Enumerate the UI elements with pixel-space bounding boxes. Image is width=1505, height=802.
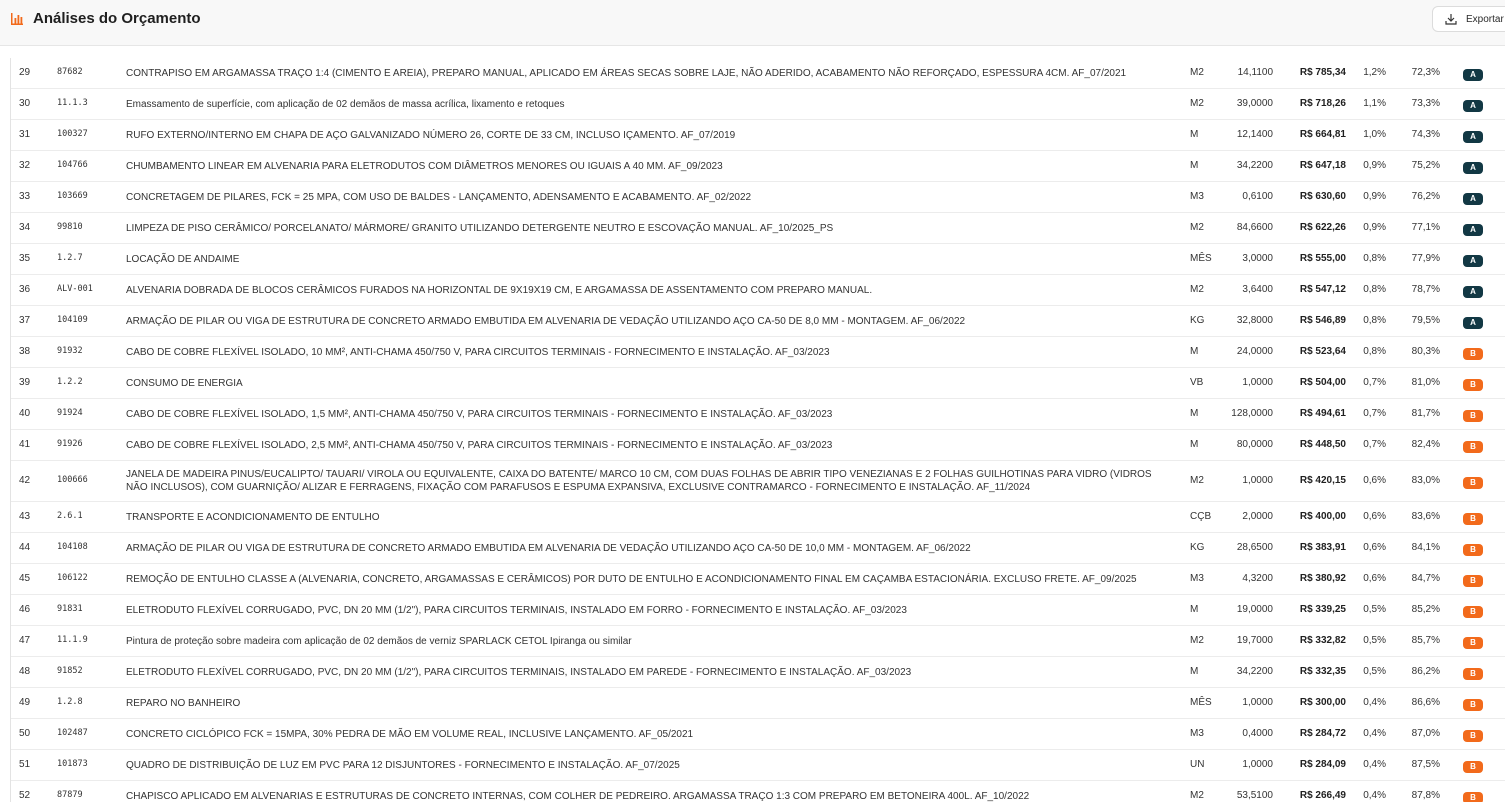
table-row — [11, 461, 1505, 502]
item-total: R$ 718,26 — [1299, 98, 1346, 109]
item-quantity: 128,0000 — [1231, 408, 1273, 419]
page-header — [0, 0, 1505, 46]
item-cumulative-percent: 81,7% — [1411, 408, 1440, 419]
item-percent: 0,7% — [1363, 408, 1386, 419]
item-quantity: 0,6100 — [1242, 191, 1273, 202]
item-description: LOCAÇÃO DE ANDAIME — [126, 254, 240, 265]
row-number: 44 — [19, 542, 31, 553]
table-row — [11, 213, 1505, 244]
item-unit: M2 — [1190, 475, 1204, 486]
item-cumulative-percent: 83,0% — [1411, 475, 1440, 486]
item-code: 87682 — [57, 67, 83, 77]
item-quantity: 2,0000 — [1242, 511, 1273, 522]
item-unit: M2 — [1190, 98, 1204, 109]
item-total: R$ 284,72 — [1299, 728, 1346, 739]
item-quantity: 39,0000 — [1236, 98, 1273, 109]
row-number: 41 — [19, 439, 31, 450]
item-unit: M — [1190, 160, 1199, 171]
item-unit: M3 — [1190, 191, 1204, 202]
item-percent: 0,9% — [1363, 222, 1386, 233]
item-cumulative-percent: 74,3% — [1411, 129, 1440, 140]
item-percent: 0,6% — [1363, 573, 1386, 584]
item-description: CABO DE COBRE FLEXÍVEL ISOLADO, 1,5 MM², ANTI-CHAMA 450/750 V, PARA CIRCUITOS TERMINAIS - FORNECIMENTO E INSTALAÇÃO. AF_03/2023 — [126, 409, 833, 420]
item-percent: 0,7% — [1363, 377, 1386, 388]
item-percent: 0,4% — [1363, 790, 1386, 801]
row-number: 45 — [19, 573, 31, 584]
item-total: R$ 555,00 — [1299, 253, 1346, 264]
item-code: 106122 — [57, 573, 88, 583]
item-total: R$ 547,12 — [1299, 284, 1346, 295]
table-row — [11, 533, 1505, 564]
table-row — [11, 306, 1505, 337]
table-row — [11, 399, 1505, 430]
item-description: TRANSPORTE E ACONDICIONAMENTO DE ENTULHO — [126, 512, 380, 523]
item-code: 91932 — [57, 346, 83, 356]
item-quantity: 32,8000 — [1236, 315, 1273, 326]
item-percent: 0,8% — [1363, 253, 1386, 264]
item-quantity: 28,6500 — [1236, 542, 1273, 553]
item-description: CONCRETAGEM DE PILARES, FCK = 25 MPA, COM USO DE BALDES - LANÇAMENTO, ADENSAMENTO E ACABAMENTO. AF_02/2022 — [126, 192, 752, 203]
item-percent: 0,5% — [1363, 604, 1386, 615]
item-percent: 1,0% — [1363, 129, 1386, 140]
abc-class-badge: B — [1463, 575, 1483, 587]
row-number: 38 — [19, 346, 31, 357]
item-unit: M2 — [1190, 635, 1204, 646]
item-quantity: 84,6600 — [1236, 222, 1273, 233]
item-total: R$ 339,25 — [1299, 604, 1346, 615]
item-total: R$ 284,09 — [1299, 759, 1346, 770]
abc-class-badge: B — [1463, 606, 1483, 618]
item-code: 87879 — [57, 790, 83, 800]
row-number: 47 — [19, 635, 31, 646]
abc-class-badge: A — [1463, 69, 1483, 81]
item-percent: 0,6% — [1363, 542, 1386, 553]
page-title: Análises do Orçamento — [33, 10, 201, 27]
item-unit: M2 — [1190, 67, 1204, 78]
item-percent: 0,6% — [1363, 475, 1386, 486]
item-code: 11.1.9 — [57, 635, 88, 645]
table-row — [11, 595, 1505, 626]
row-number: 36 — [19, 284, 31, 295]
bar-chart-icon — [10, 12, 24, 26]
item-total: R$ 523,64 — [1299, 346, 1346, 357]
item-percent: 0,5% — [1363, 635, 1386, 646]
item-unit: MÊS — [1190, 253, 1212, 264]
item-code: 104108 — [57, 542, 88, 552]
item-quantity: 24,0000 — [1236, 346, 1273, 357]
table-row — [11, 430, 1505, 461]
abc-class-badge: B — [1463, 410, 1483, 422]
item-quantity: 80,0000 — [1236, 439, 1273, 450]
item-unit: VB — [1190, 377, 1204, 388]
item-cumulative-percent: 77,9% — [1411, 253, 1440, 264]
download-icon — [1445, 13, 1457, 25]
item-code: 1.2.7 — [57, 253, 83, 263]
item-unit: M2 — [1190, 222, 1204, 233]
item-code: 100327 — [57, 129, 88, 139]
item-description: RUFO EXTERNO/INTERNO EM CHAPA DE AÇO GALVANIZADO NÚMERO 26, CORTE DE 33 CM, INCLUSO IÇAMENTO. AF_07/2019 — [126, 130, 736, 141]
table-row — [11, 151, 1505, 182]
item-cumulative-percent: 85,2% — [1411, 604, 1440, 615]
abc-class-badge: B — [1463, 544, 1483, 556]
abc-class-badge: A — [1463, 255, 1483, 267]
row-number: 48 — [19, 666, 31, 677]
item-unit: M — [1190, 666, 1199, 677]
item-description: REMOÇÃO DE ENTULHO CLASSE A (ALVENARIA, CONCRETO, ARGAMASSAS E CERÂMICOS) POR DUTO DE ENTULHO E ACONDICIONAMENTO FINAL EM CAÇAMBA ESTACIONÁRIA. EXCLUSO FRETE. AF_09/2025 — [126, 574, 1137, 585]
item-percent: 0,8% — [1363, 315, 1386, 326]
row-number: 43 — [19, 511, 31, 522]
item-unit: MÊS — [1190, 697, 1212, 708]
row-number: 29 — [19, 67, 31, 78]
item-cumulative-percent: 87,5% — [1411, 759, 1440, 770]
item-total: R$ 647,18 — [1299, 160, 1346, 171]
item-unit: M — [1190, 129, 1199, 140]
item-cumulative-percent: 80,3% — [1411, 346, 1440, 357]
item-code: 100666 — [57, 475, 88, 485]
row-number: 42 — [19, 475, 31, 486]
item-unit: M — [1190, 439, 1199, 450]
item-code: 1.2.2 — [57, 377, 83, 387]
item-description: ELETRODUTO FLEXÍVEL CORRUGADO, PVC, DN 20 MM (1/2"), PARA CIRCUITOS TERMINAIS, INSTALADO EM FORRO - FORNECIMENTO E INSTALAÇÃO. AF_03/2023 — [126, 605, 907, 616]
item-percent: 0,9% — [1363, 160, 1386, 171]
item-total: R$ 504,00 — [1299, 377, 1346, 388]
table-row — [11, 368, 1505, 399]
item-description: CHAPISCO APLICADO EM ALVENARIAS E ESTRUTURAS DE CONCRETO INTERNAS, COM COLHER DE PEDREIRO. ARGAMASSA TRAÇO 1:3 COM PREPARO EM BETONEIRA 400L. AF_10/2022 — [126, 791, 1030, 802]
item-total: R$ 622,26 — [1299, 222, 1346, 233]
item-description: CHUMBAMENTO LINEAR EM ALVENARIA PARA ELETRODUTOS COM DIÂMETROS MENORES OU IGUAIS A 40 MM. AF_09/2023 — [126, 161, 723, 172]
item-cumulative-percent: 82,4% — [1411, 439, 1440, 450]
table-row — [11, 502, 1505, 533]
item-total: R$ 420,15 — [1299, 475, 1346, 486]
table-row — [11, 182, 1505, 213]
item-quantity: 1,0000 — [1242, 759, 1273, 770]
table-row — [11, 337, 1505, 368]
item-description: CABO DE COBRE FLEXÍVEL ISOLADO, 10 MM², ANTI-CHAMA 450/750 V, PARA CIRCUITOS TERMINAIS - FORNECIMENTO E INSTALAÇÃO. AF_03/2023 — [126, 347, 830, 358]
item-cumulative-percent: 77,1% — [1411, 222, 1440, 233]
item-description: ALVENARIA DOBRADA DE BLOCOS CERÂMICOS FURADOS NA HORIZONTAL DE 9X19X19 CM, E ARGAMASSA DE ASSENTAMENTO COM PREPARO MANUAL. — [126, 285, 873, 296]
item-code: 1.2.8 — [57, 697, 83, 707]
item-quantity: 1,0000 — [1242, 697, 1273, 708]
row-number: 35 — [19, 253, 31, 264]
item-quantity: 19,7000 — [1236, 635, 1273, 646]
table-row — [11, 657, 1505, 688]
item-code: 91924 — [57, 408, 83, 418]
table-body — [11, 58, 1505, 802]
item-description: CABO DE COBRE FLEXÍVEL ISOLADO, 2,5 MM², ANTI-CHAMA 450/750 V, PARA CIRCUITOS TERMINAIS - FORNECIMENTO E INSTALAÇÃO. AF_03/2023 — [126, 440, 833, 451]
item-cumulative-percent: 83,6% — [1411, 511, 1440, 522]
item-total: R$ 266,49 — [1299, 790, 1346, 801]
item-total: R$ 332,35 — [1299, 666, 1346, 677]
item-description: Pintura de proteção sobre madeira com aplicação de 02 demãos de verniz SPARLACK CETOL Ipiranga ou similar — [126, 636, 632, 647]
item-total: R$ 300,00 — [1299, 697, 1346, 708]
abc-class-badge: B — [1463, 761, 1483, 773]
abc-class-badge: A — [1463, 131, 1483, 143]
abc-class-badge: A — [1463, 286, 1483, 298]
item-percent: 1,1% — [1363, 98, 1386, 109]
abc-class-badge: B — [1463, 792, 1483, 802]
item-percent: 0,7% — [1363, 439, 1386, 450]
item-unit: M2 — [1190, 790, 1204, 801]
abc-table — [10, 58, 1505, 802]
item-unit: M2 — [1190, 284, 1204, 295]
table-row — [11, 781, 1505, 802]
item-cumulative-percent: 79,5% — [1411, 315, 1440, 326]
item-percent: 1,2% — [1363, 67, 1386, 78]
item-percent: 0,9% — [1363, 191, 1386, 202]
item-percent: 0,8% — [1363, 346, 1386, 357]
item-percent: 0,4% — [1363, 697, 1386, 708]
item-description: QUADRO DE DISTRIBUIÇÃO DE LUZ EM PVC PARA 12 DISJUNTORES - FORNECIMENTO E INSTALAÇÃO. AF_07/2025 — [126, 760, 680, 771]
item-description: ARMAÇÃO DE PILAR OU VIGA DE ESTRUTURA DE CONCRETO ARMADO EMBUTIDA EM ALVENARIA DE VEDAÇÃO UTILIZANDO AÇO CA-50 DE 8,0 MM - MONTAGEM. AF_06/2022 — [126, 316, 966, 327]
item-quantity: 34,2200 — [1236, 160, 1273, 171]
item-cumulative-percent: 75,2% — [1411, 160, 1440, 171]
item-quantity: 1,0000 — [1242, 475, 1273, 486]
abc-class-badge: B — [1463, 441, 1483, 453]
item-percent: 0,4% — [1363, 728, 1386, 739]
table-row — [11, 58, 1505, 89]
item-description: ARMAÇÃO DE PILAR OU VIGA DE ESTRUTURA DE CONCRETO ARMADO EMBUTIDA EM ALVENARIA DE VEDAÇÃO UTILIZANDO AÇO CA-50 DE 10,0 MM - MONTAGEM. AF_06/2022 — [126, 543, 971, 554]
item-quantity: 12,1400 — [1236, 129, 1273, 140]
item-cumulative-percent: 81,0% — [1411, 377, 1440, 388]
item-percent: 0,5% — [1363, 666, 1386, 677]
item-percent: 0,4% — [1363, 759, 1386, 770]
item-unit: UN — [1190, 759, 1205, 770]
item-code: 11.1.3 — [57, 98, 88, 108]
item-percent: 0,8% — [1363, 284, 1386, 295]
table-row — [11, 89, 1505, 120]
item-total: R$ 494,61 — [1299, 408, 1346, 419]
item-cumulative-percent: 73,3% — [1411, 98, 1440, 109]
item-unit: M — [1190, 346, 1199, 357]
abc-class-badge: B — [1463, 513, 1483, 525]
item-unit: M — [1190, 408, 1199, 419]
item-quantity: 14,1100 — [1237, 67, 1273, 78]
export-button[interactable] — [1432, 6, 1505, 32]
item-cumulative-percent: 85,7% — [1411, 635, 1440, 646]
item-code: 101873 — [57, 759, 88, 769]
item-cumulative-percent: 76,2% — [1411, 191, 1440, 202]
item-description: ELETRODUTO FLEXÍVEL CORRUGADO, PVC, DN 20 MM (1/2"), PARA CIRCUITOS TERMINAIS, INSTALADO EM PAREDE - FORNECIMENTO E INSTALAÇÃO. AF_03/2023 — [126, 667, 912, 678]
row-number: 30 — [19, 98, 31, 109]
item-description: CONTRAPISO EM ARGAMASSA TRAÇO 1:4 (CIMENTO E AREIA), PREPARO MANUAL, APLICADO EM ÁREAS SECAS SOBRE LAJE, NÃO ADERIDO, ACABAMENTO NÃO REFORÇADO, ESPESSURA 4CM. AF_07/2021 — [126, 68, 1127, 79]
item-total: R$ 664,81 — [1299, 129, 1346, 140]
row-number: 46 — [19, 604, 31, 615]
item-description: LIMPEZA DE PISO CERÂMICO/ PORCELANATO/ MÁRMORE/ GRANITO UTILIZANDO DETERGENTE NEUTRO E ESCOVAÇÃO MANUAL. AF_10/2025_PS — [126, 223, 834, 234]
row-number: 51 — [19, 759, 31, 770]
item-code: 91831 — [57, 604, 83, 614]
item-cumulative-percent: 86,2% — [1411, 666, 1440, 677]
item-quantity: 0,4000 — [1242, 728, 1273, 739]
item-quantity: 19,0000 — [1236, 604, 1273, 615]
item-cumulative-percent: 87,0% — [1411, 728, 1440, 739]
item-total: R$ 400,00 — [1299, 511, 1346, 522]
abc-class-badge: A — [1463, 317, 1483, 329]
item-unit: M3 — [1190, 573, 1204, 584]
table-row — [11, 244, 1505, 275]
abc-class-badge: A — [1463, 193, 1483, 205]
item-cumulative-percent: 78,7% — [1411, 284, 1440, 295]
item-description: CONCRETO CICLÓPICO FCK = 15MPA, 30% PEDRA DE MÃO EM VOLUME REAL, INCLUSIVE LANÇAMENTO. AF_05/2021 — [126, 729, 694, 740]
abc-class-badge: A — [1463, 100, 1483, 112]
item-cumulative-percent: 87,8% — [1411, 790, 1440, 801]
row-number: 39 — [19, 377, 31, 388]
export-label: Exportar — [1466, 14, 1504, 25]
item-total: R$ 332,82 — [1299, 635, 1346, 646]
table-row — [11, 275, 1505, 306]
item-cumulative-percent: 72,3% — [1411, 67, 1440, 78]
item-unit: KG — [1190, 315, 1205, 326]
table-row — [11, 719, 1505, 750]
item-description: REPARO NO BANHEIRO — [126, 698, 241, 709]
abc-class-badge: A — [1463, 224, 1483, 236]
row-number: 52 — [19, 790, 31, 801]
abc-class-badge: B — [1463, 699, 1483, 711]
row-number: 50 — [19, 728, 31, 739]
item-quantity: 3,0000 — [1242, 253, 1273, 264]
item-quantity: 1,0000 — [1242, 377, 1273, 388]
item-total: R$ 380,92 — [1299, 573, 1346, 584]
row-number: 40 — [19, 408, 31, 419]
item-description: Emassamento de superfície, com aplicação de 02 demãos de massa acrílica, lixamento e retoques — [126, 99, 565, 110]
item-cumulative-percent: 84,7% — [1411, 573, 1440, 584]
abc-class-badge: A — [1463, 162, 1483, 174]
item-code: 102487 — [57, 728, 88, 738]
item-cumulative-percent: 86,6% — [1411, 697, 1440, 708]
item-unit: M3 — [1190, 728, 1204, 739]
item-total: R$ 630,60 — [1299, 191, 1346, 202]
row-number: 32 — [19, 160, 31, 171]
abc-class-badge: B — [1463, 637, 1483, 649]
item-description: CONSUMO DE ENERGIA — [126, 378, 243, 389]
row-number: 49 — [19, 697, 31, 708]
item-unit: M — [1190, 604, 1199, 615]
item-code: 104766 — [57, 160, 88, 170]
row-number: 33 — [19, 191, 31, 202]
item-code: 99810 — [57, 222, 83, 232]
item-unit: KG — [1190, 542, 1205, 553]
item-quantity: 3,6400 — [1242, 284, 1273, 295]
row-number: 37 — [19, 315, 31, 326]
item-total: R$ 448,50 — [1299, 439, 1346, 450]
abc-class-badge: B — [1463, 477, 1483, 489]
item-code: ALV-001 — [57, 284, 93, 294]
abc-class-badge: B — [1463, 668, 1483, 680]
table-row — [11, 564, 1505, 595]
table-row — [11, 750, 1505, 781]
item-code: 91852 — [57, 666, 83, 676]
item-code: 91926 — [57, 439, 83, 449]
item-code: 103669 — [57, 191, 88, 201]
item-total: R$ 546,89 — [1299, 315, 1346, 326]
table-row — [11, 120, 1505, 151]
table-row — [11, 626, 1505, 657]
item-code: 2.6.1 — [57, 511, 83, 521]
item-code: 104109 — [57, 315, 88, 325]
item-unit: CÇB — [1190, 511, 1212, 522]
abc-class-badge: B — [1463, 348, 1483, 360]
row-number: 31 — [19, 129, 31, 140]
item-quantity: 53,5100 — [1236, 790, 1273, 801]
item-quantity: 4,3200 — [1242, 573, 1273, 584]
item-total: R$ 785,34 — [1299, 67, 1346, 78]
item-percent: 0,6% — [1363, 511, 1386, 522]
item-description: JANELA DE MADEIRA PINUS/EUCALIPTO/ TAUARI/ VIROLA OU EQUIVALENTE, CAIXA DO BATENTE/ MARCO 10 CM, COM DUAS FOLHAS DE ABRIR TIPO VENEZIANAS E 2 FOLHAS GUILHOTINAS PARA VIDRO (VIDROS NÃO INCLUSOS), COM GUARNIÇÃO/ ALIZAR E FERRAGENS, FIXAÇÃO COM PARAFUSOS E ESPUMA EXPANSIVA, EXCLUSIVE CONTRAMARCO - FORNECIMENTO E INSTALAÇÃO. AF_11/2024 — [126, 469, 1152, 493]
item-cumulative-percent: 84,1% — [1411, 542, 1440, 553]
item-quantity: 34,2200 — [1236, 666, 1273, 677]
abc-class-badge: B — [1463, 379, 1483, 391]
abc-class-badge: B — [1463, 730, 1483, 742]
item-total: R$ 383,91 — [1299, 542, 1346, 553]
table-row — [11, 688, 1505, 719]
row-number: 34 — [19, 222, 31, 233]
